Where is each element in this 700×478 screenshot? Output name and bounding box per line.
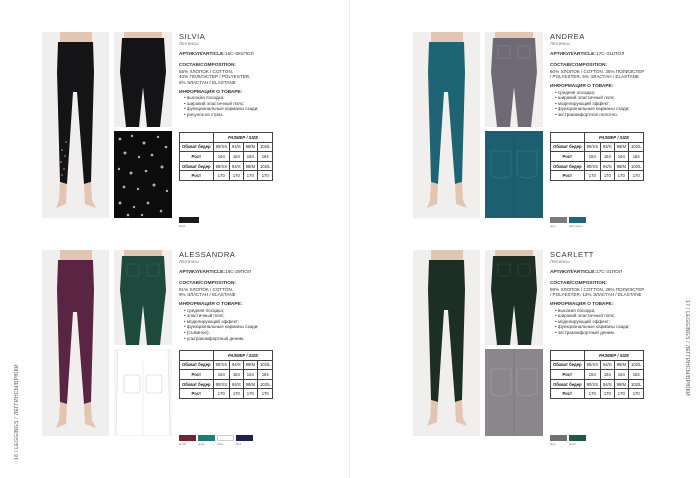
- swatch-label: white: [217, 442, 224, 446]
- scarlett-size-table: [550, 350, 644, 399]
- table-row: Обхват бедер 90/XS 94/S 98/M 102/L: [180, 142, 273, 152]
- feature-list: [550, 90, 665, 118]
- table-row: Обхват бедер 90/XS 94/S 98/M 102/L: [551, 379, 644, 389]
- andrea-color-swatches: [550, 217, 586, 228]
- silvia-legging-shape: [57, 42, 94, 184]
- feature-item: • рисунок из страз.: [184, 112, 294, 118]
- product-name: ALESSANDRA: [179, 250, 236, 259]
- info-heading: ИНФОРМАЦИЯ О ТОВАРЕ:: [179, 301, 243, 307]
- silvia-color-swatches: [179, 217, 199, 228]
- feature-item: • функциональные карманы сзади;: [555, 106, 665, 112]
- swatch-label: dark green: [569, 224, 583, 228]
- swatch-label: green: [198, 442, 206, 446]
- feature-item: • моделирующий эффект;: [184, 319, 294, 325]
- silvia-size-table: [179, 132, 273, 181]
- swatch-chip: [569, 435, 586, 441]
- table-row: Рост 170 170 170 170: [180, 389, 273, 399]
- right-page: [350, 0, 700, 478]
- composition-line: 40% ПОЛИЭСТЕР / POLYESTER,: [179, 74, 251, 80]
- feature-item: • функциональные карманы сзади;: [184, 324, 294, 330]
- swatch-chip: [217, 435, 234, 441]
- feature-item: • функциональные карманы сзади;: [555, 324, 665, 330]
- feature-item: • эластичный пояс;: [184, 313, 294, 319]
- color-swatch[interactable]: [198, 435, 215, 446]
- composition-line: 60% ХЛОПОК / COTTON, 35% ПОЛИЭСТЕР: [550, 68, 645, 74]
- alessandra-color-swatches: [179, 435, 253, 446]
- product-article: АРТИКУЛ/ARTICLE:17С-31ПОЛ: [550, 269, 622, 275]
- composition-line: 5% ЭЛАСТАН / ELASTANE: [179, 79, 236, 85]
- swatch-label: bordo: [179, 442, 187, 446]
- table-row: Обхват бедер 90/XS 94/S 98/M 102/L: [551, 161, 644, 171]
- composition-heading: СОСТАВ/COMPOSITION:: [550, 63, 608, 69]
- table-row: Рост 170 170 170 170: [180, 171, 273, 181]
- alessandra-back-photo: [114, 250, 172, 345]
- size-header: РАЗМЕР / SIZE: [584, 133, 644, 143]
- product-name: SILVIA: [179, 32, 206, 41]
- info-heading: ИНФОРМАЦИЯ О ТОВАРЕ:: [550, 301, 614, 307]
- table-row: Рост 164 164 164 164: [180, 152, 273, 162]
- feature-list: [550, 308, 665, 336]
- color-swatch[interactable]: [550, 435, 567, 446]
- composition-line: 91% ХЛОПОК / COTTON,: [179, 286, 234, 292]
- product-type: Леггинсы: [179, 259, 199, 264]
- feature-item: • широкий эластичный пояс;: [555, 313, 665, 319]
- product-type: Леггинсы: [550, 259, 570, 264]
- swatch-label: black: [179, 224, 186, 228]
- feature-list: [179, 308, 294, 342]
- swatch-label: grey: [550, 224, 556, 228]
- andrea-model-photo: [413, 32, 480, 218]
- table-row: Обхват бедер 90/XS 94/S 98/M 102/L: [180, 360, 273, 370]
- feature-list: [179, 95, 294, 117]
- size-header: РАЗМЕР / SIZE: [584, 351, 644, 361]
- feature-item: • (съёмное);: [184, 330, 294, 336]
- composition-heading: СОСТАВ/COMPOSITION:: [179, 281, 237, 287]
- composition-line: 55% ХЛОПОК / COTTON,: [179, 68, 234, 74]
- andrea-fabric-closeup: [485, 131, 543, 218]
- table-row: Рост 164 164 164 164: [180, 370, 273, 380]
- swatch-chip: [569, 217, 586, 223]
- composition-heading: СОСТАВ/COMPOSITION:: [550, 281, 608, 287]
- composition-line: 59% ХЛОПОК / COTTON, 28% ПОЛИЭСТЕР: [550, 286, 645, 292]
- scarlett-model-photo: [413, 250, 480, 436]
- feature-item: • ультракомфортный деним.: [184, 336, 294, 342]
- feature-item: • широкий эластичный пояс;: [555, 95, 665, 101]
- swatch-label: blue: [236, 442, 242, 446]
- product-scarlett: [413, 250, 700, 450]
- color-swatch[interactable]: [569, 435, 586, 446]
- color-swatch[interactable]: [179, 435, 196, 446]
- silvia-model-photo: [42, 32, 109, 218]
- feature-item: • средняя посадка;: [184, 308, 294, 314]
- table-row: Обхват бедер 90/XS 94/S 98/M 102/L: [180, 161, 273, 171]
- composition-line: / POLYESTER, 5% ЭЛАСТАН / ELASTANE: [550, 74, 640, 80]
- feature-item: • высокая посадка;: [555, 308, 665, 314]
- swatch-chip: [550, 435, 567, 441]
- scarlett-fabric-closeup: [485, 349, 543, 436]
- product-name: SCARLETT: [550, 250, 594, 259]
- table-row: Обхват бедер 90/XS 94/S 98/M 102/L: [180, 379, 273, 389]
- feature-item: • моделирующий эффект;: [555, 101, 665, 107]
- swatch-chip: [179, 435, 196, 441]
- color-swatch[interactable]: [179, 217, 199, 228]
- silvia-info: [179, 32, 294, 123]
- feature-item: • экстракомфортное полотно.: [555, 112, 665, 118]
- composition-line: 9% ЭЛАСТАН / ELASTANE: [179, 292, 236, 298]
- silvia-back-photo: [114, 32, 172, 127]
- swatch-chip: [198, 435, 215, 441]
- feature-item: • моделирующий эффект;: [555, 319, 665, 325]
- andrea-size-table: [550, 132, 644, 181]
- scarlett-info: [550, 250, 665, 341]
- scarlett-color-swatches: [550, 435, 586, 446]
- andrea-info: [550, 32, 665, 123]
- product-type: Леггинсы: [550, 41, 570, 46]
- alessandra-white-closeup: [114, 349, 172, 436]
- composition-heading: СОСТАВ/COMPOSITION:: [179, 63, 237, 69]
- alessandra-size-table: [179, 350, 273, 399]
- swatch-chip: [179, 217, 199, 223]
- right-side-label: 17 / LEGGINGS / ЛЕГГИНСЫ/БРЮКИ: [684, 300, 690, 396]
- info-heading: ИНФОРМАЦИЯ О ТОВАРЕ:: [179, 89, 243, 95]
- swatch-chip: [236, 435, 253, 441]
- table-row: Рост 170 170 170 170: [551, 389, 644, 399]
- product-andrea: [413, 32, 700, 232]
- silvia-fabric-closeup: [114, 131, 172, 218]
- table-row: Рост 170 170 170 170: [551, 171, 644, 181]
- product-alessandra: [42, 250, 352, 450]
- color-swatch[interactable]: [217, 435, 234, 446]
- alessandra-model-photo: [42, 250, 109, 436]
- feature-item: • высокая посадка;: [184, 95, 294, 101]
- color-swatch[interactable]: [236, 435, 253, 446]
- swatch-label: grey: [550, 442, 556, 446]
- table-row: Обхват бедер 90/XS 94/S 98/M 102/L: [551, 142, 644, 152]
- scarlett-back-photo: [485, 250, 543, 345]
- product-article: АРТИКУЛ/ARTICLE:17С-311ПОЛ: [550, 51, 625, 57]
- info-heading: ИНФОРМАЦИЯ О ТОВАРЕ:: [550, 83, 614, 89]
- swatch-label: green: [569, 442, 577, 446]
- left-side-label: 16 / LEGGINGS / ЛЕГГИНСЫ/БРЮКИ: [14, 364, 20, 460]
- feature-item: • широкий эластичный пояс;: [184, 101, 294, 107]
- size-header: РАЗМЕР / SIZE: [213, 351, 273, 361]
- product-silvia: [42, 32, 352, 232]
- andrea-back-photo: [485, 32, 543, 127]
- feature-item: • средняя посадка;: [555, 90, 665, 96]
- table-row: Рост 164 164 164 164: [551, 370, 644, 380]
- table-row: Обхват бедер 90/XS 94/S 98/M 102/L: [551, 360, 644, 370]
- table-row: Рост 164 164 164 164: [551, 152, 644, 162]
- product-name: ANDREA: [550, 32, 585, 41]
- swatch-chip: [550, 217, 567, 223]
- product-article: АРТИКУЛ/ARTICLE:16С-581ПОЛ: [179, 51, 254, 57]
- size-header: РАЗМЕР / SIZE: [213, 133, 273, 143]
- feature-item: • экстракомфортный деним.: [555, 330, 665, 336]
- feature-item: • функциональные карманы сзади;: [184, 106, 294, 112]
- composition-line: / POLYESTER, 13% ЭЛАСТАН / ELASTANE: [550, 292, 642, 298]
- product-article: АРТИКУЛ/ARTICLE:16С-29ПОЛ: [179, 269, 251, 275]
- alessandra-info: [179, 250, 294, 346]
- color-swatch[interactable]: [550, 217, 567, 228]
- product-type: Леггинсы: [179, 41, 199, 46]
- color-swatch[interactable]: [569, 217, 586, 228]
